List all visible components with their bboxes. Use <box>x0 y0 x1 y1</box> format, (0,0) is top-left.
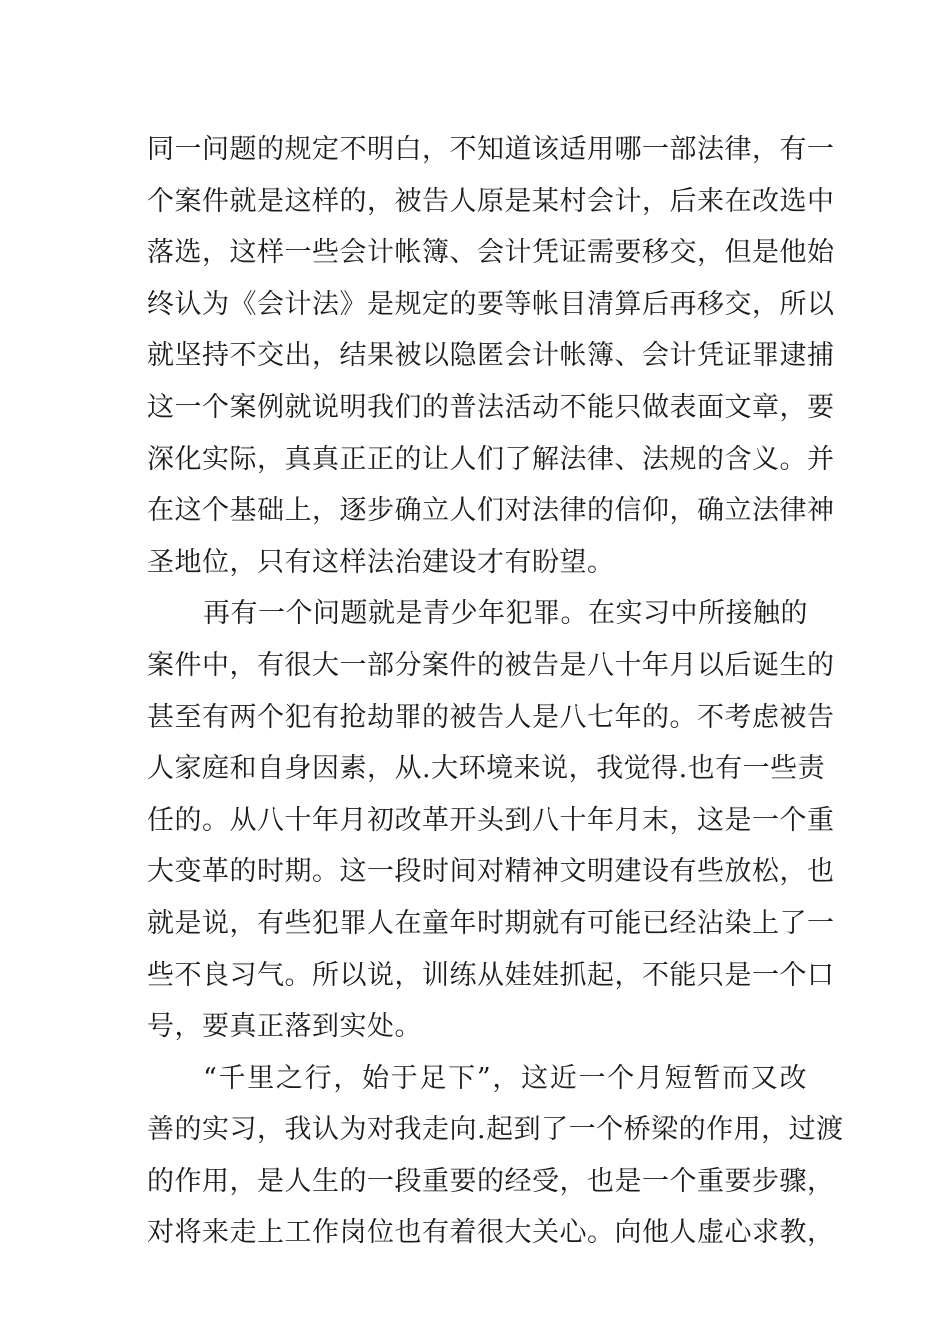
text-line: 人家庭和自身因素，从.大环境来说，我觉得.也有一些责 <box>147 753 826 785</box>
paragraph-1 <box>147 124 835 588</box>
text-line: 同一问题的规定不明白，不知道该适用哪一部法律，有一 <box>147 134 835 165</box>
document-body <box>147 124 844 1259</box>
paragraph-2 <box>147 588 835 1052</box>
text-line: 甚至有两个犯有抢劫罪的被告人是八七年的。不考虑被告 <box>147 701 835 733</box>
paragraph-3 <box>147 1053 844 1259</box>
text-line: 善的实习，我认为对我走向.起到了一个桥梁的作用，过渡 <box>147 1114 844 1146</box>
text-line: 就是说，有些犯罪人在童年时期就有可能已经沾染上了一 <box>147 907 835 939</box>
text-line: 任的。从八十年月初改革开头到八十年月末，这是一个重 <box>147 804 835 836</box>
text-line: 号，要真正落到实处。 <box>147 1011 422 1043</box>
text-line: 深化实际，真真正正的让人们了解法律、法规的含义。并 <box>147 443 835 475</box>
text-line: 的作用，是人生的一段重要的经受，也是一个重要步骤， <box>147 1165 835 1197</box>
text-line: 些不良习气。所以说，训练从娃娃抓起，不能只是一个口 <box>147 959 835 991</box>
text-line: 个案件就是这样的，被告人原是某村会计，后来在改选中 <box>147 185 835 217</box>
text-line: 落选，这样一些会计帐簿、会计凭证需要移交，但是他始 <box>147 237 835 269</box>
text-line: 终认为《会计法》是规定的要等帐目清算后再移交，所以 <box>147 288 835 320</box>
text-line: 案件中，有很大一部分案件的被告是八十年月以后诞生的 <box>147 649 835 681</box>
text-line: 再有一个问题就是青少年犯罪。在实习中所接触的 <box>203 598 808 630</box>
text-line: “千里之行，始于足下”，这近一个月短暂而又改 <box>203 1062 807 1094</box>
text-line: 大变革的时期。这一段时间对精神文明建设有些放松，也 <box>147 856 835 888</box>
text-line: 圣地位，只有这样法治建设才有盼望。 <box>147 546 615 578</box>
text-line: 在这个基础上，逐步确立人们对法律的信仰，确立法律神 <box>147 495 835 527</box>
text-line: 就坚持不交出，结果被以隐匿会计帐簿、会计凭证罪逮捕 <box>147 340 835 372</box>
text-line: 这一个案例就说明我们的普法活动不能只做表面文章，要 <box>147 391 835 423</box>
text-line: 对将来走上工作岗位也有着很大关心。向他人虚心求教， <box>147 1217 835 1249</box>
